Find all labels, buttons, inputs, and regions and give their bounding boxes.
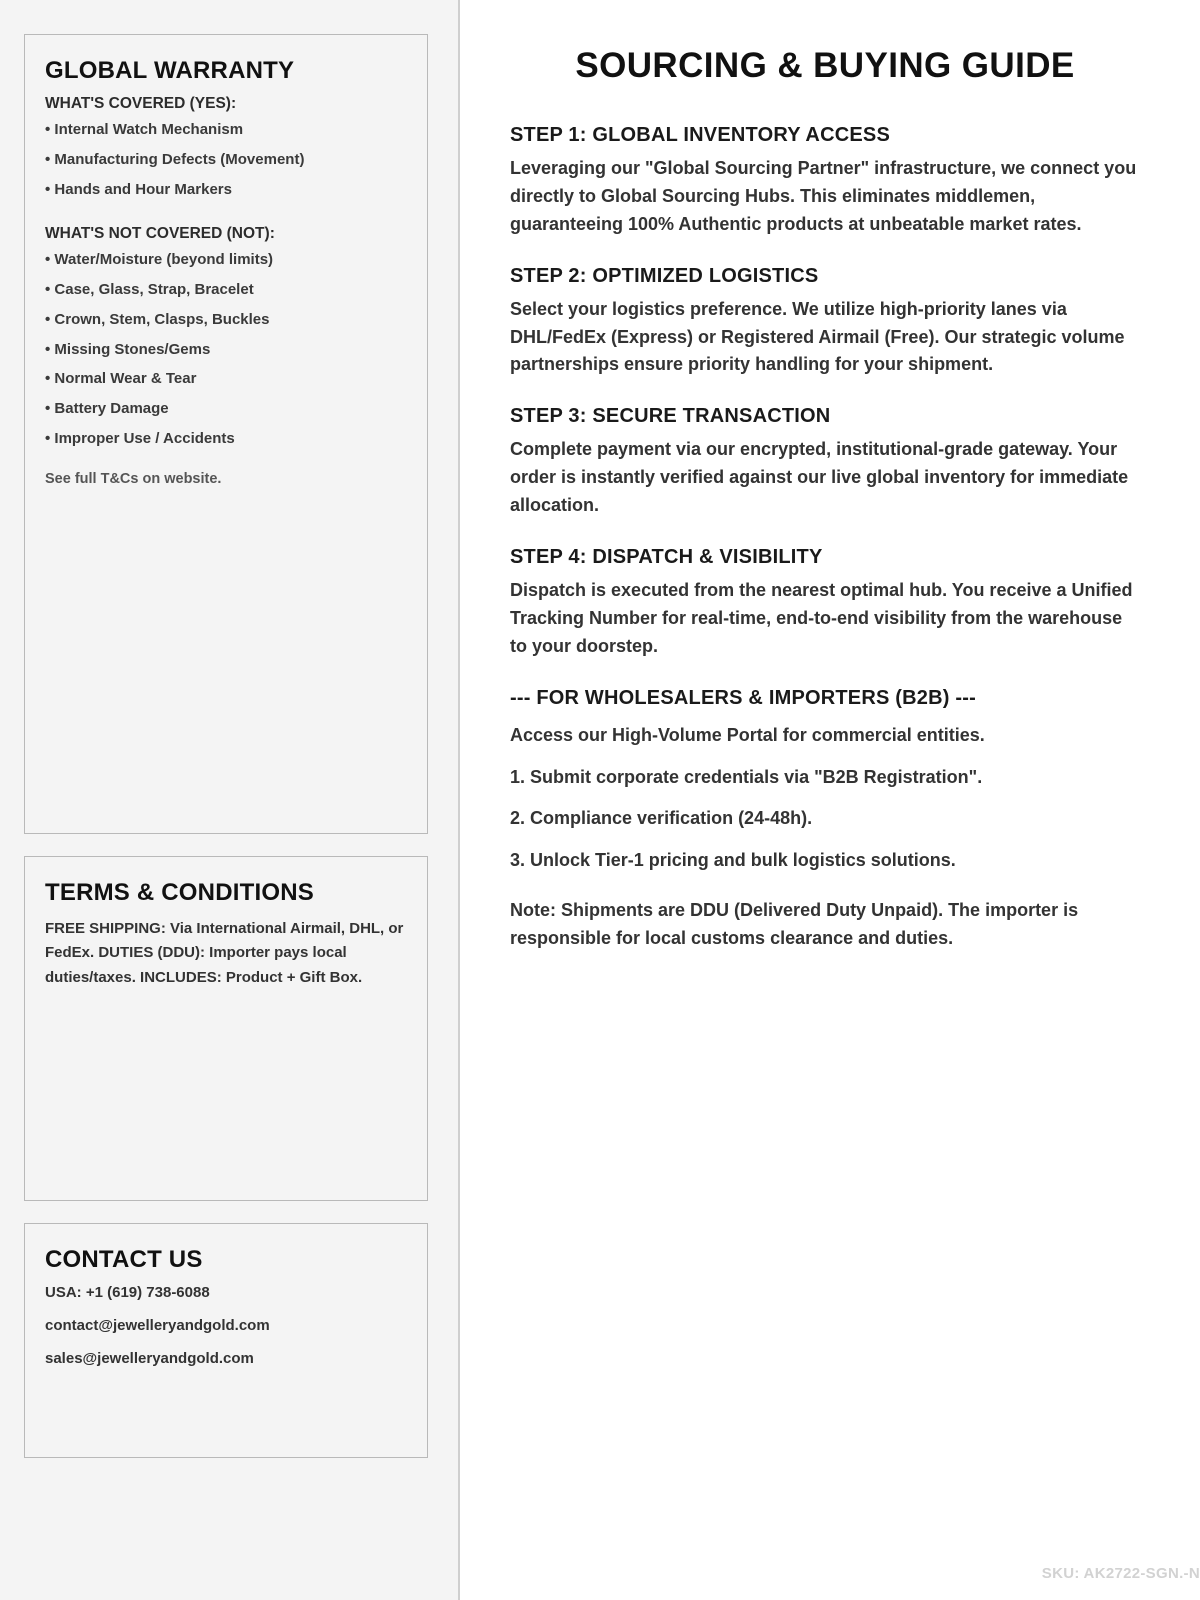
page-title: SOURCING & BUYING GUIDE [575, 46, 1075, 85]
list-item: • Normal Wear & Tear [45, 370, 197, 388]
list-item: • Battery Damage [45, 400, 169, 417]
list-item: • Missing Stones/Gems [45, 340, 211, 358]
b2b-step-3: 3. Unlock Tier-1 pricing and bulk logistics solutions. [510, 850, 956, 871]
b2b-note: Note: Shipments are DDU (Delivered Duty Unpaid). The importer is responsible for local customs clearance and duties. [510, 900, 1079, 949]
step-4-body: Dispatch is executed from the nearest optimal hub. You receive a Unified Tracking Number for real-time, end-to-end visibility from the warehouse to your doorstep. [510, 580, 1133, 656]
main-content [460, 0, 1200, 1600]
list-item: • Water/Moisture (beyond limits) [45, 251, 274, 269]
warranty-panel [24, 34, 428, 834]
warranty-footnote: See full T&Cs on website. [45, 470, 222, 487]
terms-panel [24, 856, 428, 1201]
step-1-title: STEP 1: GLOBAL INVENTORY ACCESS [510, 124, 890, 146]
b2b-step-1: 1. Submit corporate credentials via "B2B Registration". [510, 766, 983, 787]
step-4-title: STEP 4: DISPATCH & VISIBILITY [510, 546, 823, 569]
b2b-section-title: --- FOR WHOLESALERS & IMPORTERS (B2B) --- [510, 686, 976, 709]
contact-email-primary[interactable]: contact@jewelleryandgold.com [45, 1317, 270, 1334]
contact-title: CONTACT US [45, 1246, 203, 1273]
step-3-title: STEP 3: SECURE TRANSACTION [510, 405, 831, 428]
list-item: • Hands and Hour Markers [45, 180, 232, 198]
contact-phone[interactable]: USA: +1 (619) 738-6088 [45, 1284, 210, 1301]
step-1-body: Leveraging our "Global Sourcing Partner" infrastructure, we connect you directly to Global Sourcing Hubs. This eliminates middlemen, guaranteeing 100% Authentic products at unbeatable market rates. [510, 158, 1137, 234]
warranty-not-covered-heading: WHAT'S NOT COVERED (NOT): [45, 225, 275, 243]
left-sidebar [0, 0, 460, 1600]
list-item: • Internal Watch Mechanism [45, 121, 244, 138]
list-item: • Manufacturing Defects (Movement) [45, 150, 305, 168]
warranty-covered-heading: WHAT'S COVERED (YES): [45, 95, 237, 112]
terms-body: FREE SHIPPING: Via International Airmail, DHL, or FedEx. DUTIES (DDU): Importer pays local duties/taxes. INCLUDES: Product + Gift Box. [45, 920, 404, 986]
list-item: • Crown, Stem, Clasps, Buckles [45, 310, 270, 328]
list-item: • Improper Use / Accidents [45, 429, 235, 447]
contact-panel [24, 1223, 428, 1458]
b2b-step-2: 2. Compliance verification (24-48h). [510, 808, 813, 829]
warranty-title: GLOBAL WARRANTY [45, 57, 295, 84]
step-3-body: Complete payment via our encrypted, institutional-grade gateway. Your order is instantly verified against our live global inventory for immediate allocation. [510, 439, 1129, 516]
sku-label: SKU: AK2722-SGN.-N [1041, 1565, 1200, 1582]
step-2-body: Select your logistics preference. We utilize high-priority lanes via DHL/FedEx (Express) or Registered Airmail (Free). Our strategic volume partnerships ensure priority handling for your shipment. [510, 298, 1125, 375]
terms-title: TERMS & CONDITIONS [45, 879, 314, 906]
b2b-intro: Access our High-Volume Portal for commercial entities. [510, 724, 985, 745]
step-2-title: STEP 2: OPTIMIZED LOGISTICS [510, 264, 819, 287]
contact-email-sales[interactable]: sales@jewelleryandgold.com [45, 1350, 254, 1367]
list-item: • Case, Glass, Strap, Bracelet [45, 281, 254, 298]
